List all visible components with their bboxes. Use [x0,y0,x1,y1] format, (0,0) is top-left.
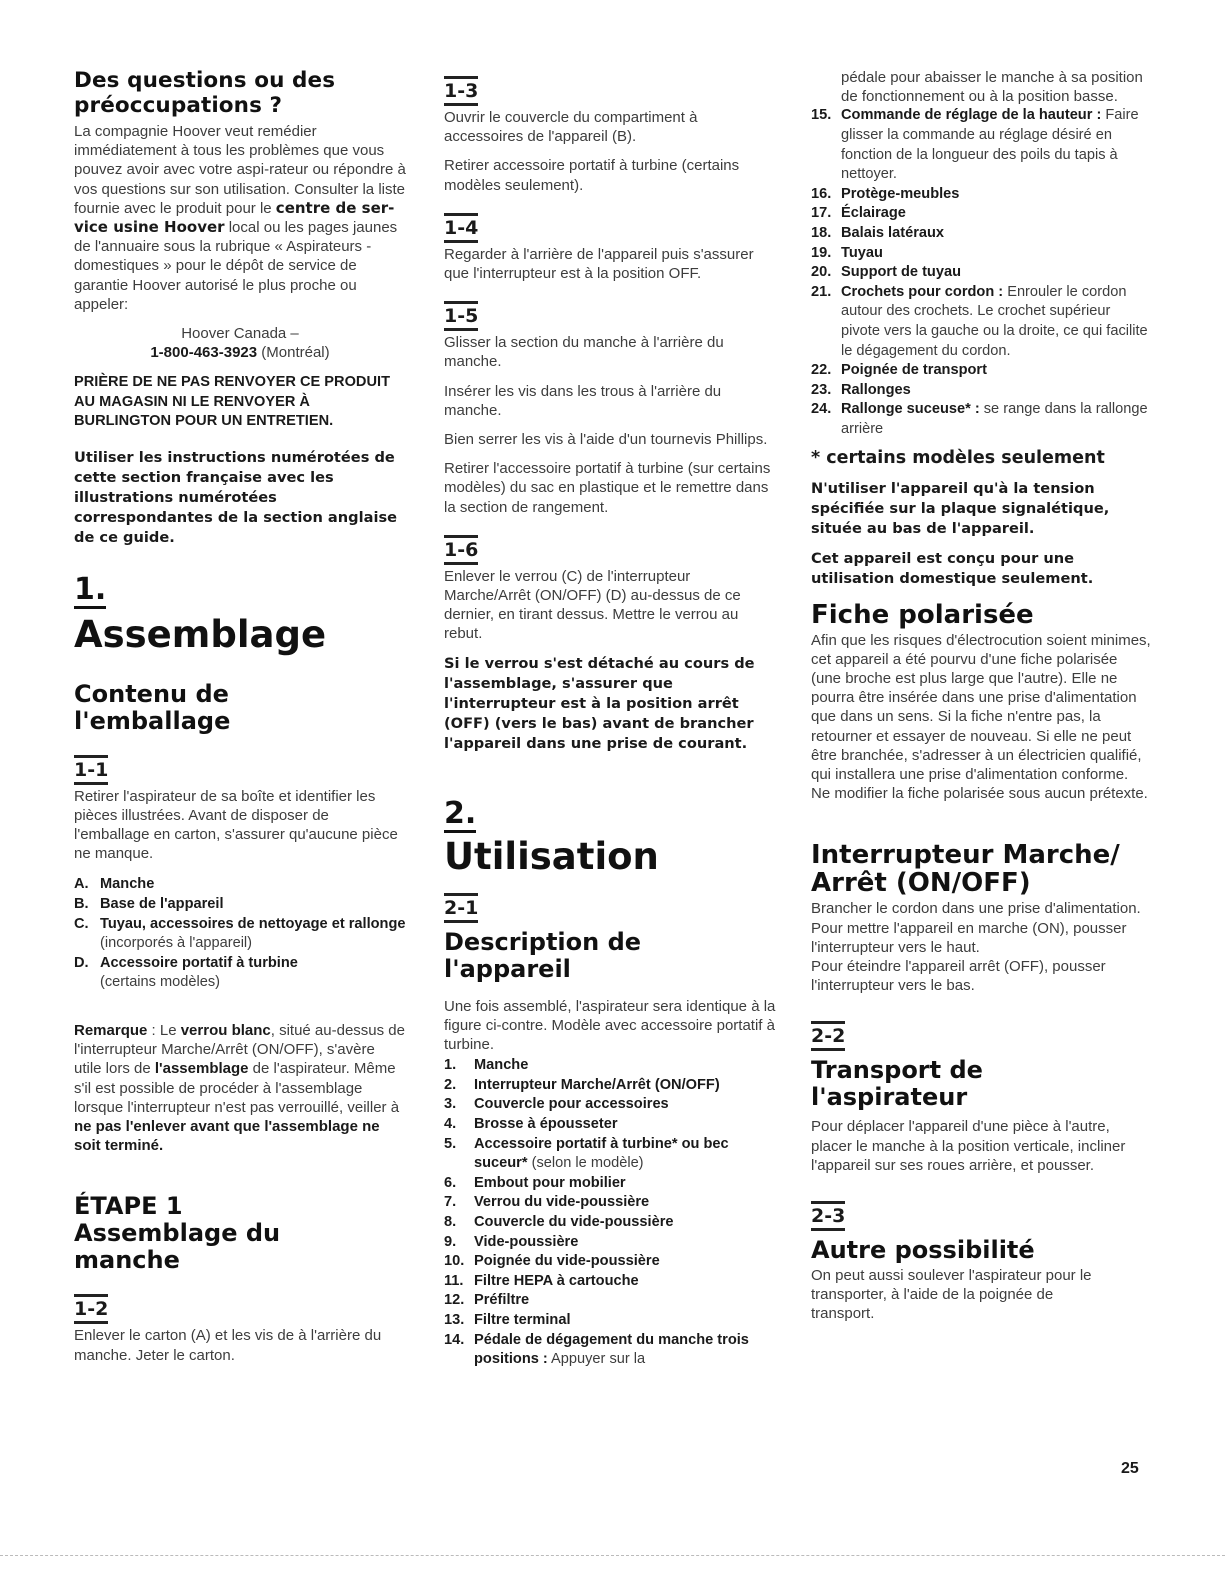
list-item: 24. Rallonge suceuse* : se range dans la rallonge arrière [811,401,1148,437]
step-1-2-text: Enlever le carton (A) et les vis de à l'arrière du manche. Jeter le carton. [74,1327,382,1364]
page-number: 25 [1121,1460,1139,1477]
section-1-number: 1. [74,571,107,607]
description-heading: Description de l'appareil [444,927,642,983]
section-2-title: Utilisation [444,834,659,878]
some-models-note: * certains modèles seulement [811,447,1105,468]
step-2-3-badge: 2-3 [811,1201,845,1231]
list-item: 12. Préfiltre [444,1292,530,1309]
autre-text: On peut aussi soulever l'aspirateur pour le transporter, à l'aide de la poignée de transport. [811,1266,1092,1323]
section-1-number-wrap [74,571,406,609]
step-1-3-p2: Retirer accessoire portatif à turbine (certains modèles seulement). [444,157,740,194]
list-item: 14. Pédale de dégagement du manche trois positions : Appuyer sur la [444,1331,749,1368]
parts-legend-list-cont [811,106,1151,439]
list-item: A. Manche [74,876,155,893]
voltage-note: N'utiliser l'appareil qu'à la tension spécifiée sur la plaque signalétique, située au bas de l'appareil. [811,479,1110,537]
domestic-note: Cet appareil est conçu pour une utilisation domestique seulement. [811,550,1094,588]
step-1-6-badge: 1-6 [444,535,478,565]
questions-paragraph [74,122,406,314]
contact-city: (Montréal) [261,344,330,362]
on-off-text-1: Brancher le cordon dans une prise d'alimentation. [811,900,1141,918]
step-2-3-wrap [811,1201,1151,1231]
contact-name: Hoover Canada – [181,325,299,343]
list-item: 10. Poignée du vide-poussière [444,1253,660,1270]
column-middle [444,66,779,1370]
list-item: 13. Filtre terminal [444,1312,571,1328]
step-1-5-badge: 1-5 [444,301,478,331]
list-item: B. Base de l'appareil [74,896,224,913]
parts-legend-list [444,1056,779,1370]
section-1-title: Assemblage [74,612,327,656]
list-item: 16. Protège-meubles [811,185,960,202]
step-1-1-text: Retirer l'aspirateur de sa boîte et identifier les pièces illustrées. Avant de disposer de l'emballage en carton, s'assurer qu'aucune pièce ne manque. [74,787,398,863]
list-item: 8. Couvercle du vide-poussière [444,1214,674,1231]
step-1-4-p1: Regarder à l'arrière de l'appareil puis s'assurer que l'interrupteur est à la position OFF. [444,245,754,283]
remark-label: Remarque [74,1022,148,1040]
transport-text: Pour déplacer l'appareil d'une pièce à l'autre, placer le manche à la position verticale, incliner l'appareil sur ses roues arrière, et pousser. [811,1118,1126,1174]
return-notice: PRIÈRE DE NE PAS RENVOYER CE PRODUIT AU MAGASIN NI LE RENVOYER À BURLINGTON POUR UN ENTRETIEN. [74,374,390,430]
remark-paragraph: Remarque : Le verrou blanc, situé au-dessus de l'interrupteur Marche/Arrêt (ON/OFF), s'avère utile lors de l'assemblage de l'aspirateur. Même s'il est possible de procéder à l'assemblage lorsque l'interrupteur n'est pas verrouillé, veiller à ne pas l'enlever avant que l'assemblage ne soit terminé. [74,1022,405,1155]
bottom-divider [0,1555,1225,1556]
list-item: 15. Commande de réglage de la hauteur : Faire glisser la commande au réglage désiré en fonction de la longueur des poils du tapis à nettoyer. [811,107,1139,183]
section-2-number: 2. [444,795,477,831]
list-item: 18. Balais latéraux [811,224,945,241]
polarized-plug-text: Afin que les risques d'électrocution soient minimes, cet appareil a été pourvu d'une fiche polarisée (une broche est plus large que l'autre). Elle ne pourra être insérée dans une prise d'alimentation que dans un sens. Si la fiche n'entre pas, la retourner et essayer de nouveau. Si elle ne peut être branchée, s'adresser à un électricien qualifié, qui installera une prise d'alimentation conforme. Ne modifier la fiche polarisée sous aucun prétexte. [811,631,1151,803]
list-item: 22. Poignée de transport [811,362,987,379]
list-item: 4. Brosse à épousseter [444,1116,618,1133]
polarized-plug-heading: Fiche polarisée [811,599,1034,630]
on-off-text-2: Pour mettre l'appareil en marche (ON), pousser l'interrupteur vers le haut. [811,919,1127,956]
column-right [811,66,1151,1324]
parts-list [74,875,406,993]
questions-bold: centre de ser-vice usine Hoover [74,198,395,237]
list-item: 11. Filtre HEPA à cartouche [444,1272,639,1289]
step-2-1-badge: 2-1 [444,893,478,923]
step-1-3-p1: Ouvrir le couvercle du compartiment à accessoires de l'appareil (B). [444,109,698,146]
step-1-2-wrap [74,1294,406,1324]
list-item: 19. Tuyau [811,244,883,261]
contact-line [74,343,406,362]
list-item: D. Accessoire portatif à turbine (certains modèles) [74,954,298,991]
list-item: 7. Verrou du vide-poussière [444,1194,650,1211]
list-item: 17. Éclairage [811,205,906,222]
questions-text-2: local ou les pages jaunes de l'annuaire sous la rubrique « Aspirateurs - domestiques » pour le dépôt de service de garantie Hoover autorisé le plus proche ou appeler: [74,219,398,313]
contents-heading: Contenu de l'emballage [74,679,231,735]
list-item: 21. Crochets pour cordon : Enrouler le cordon autour des crochets. Le crochet supérieur pivote vers la gauche ou la droite, ce qui facilite le dégagement du cordon. [811,283,1148,359]
list-item: 23. Rallonges [811,381,911,398]
list-item: 1. Manche [444,1057,529,1074]
list-item: 9. Vide-poussière [444,1233,579,1250]
step-1-5-p3: Bien serrer les vis à l'aide d'un tournevis Phillips. [444,431,768,449]
etape-subtitle: Assemblage du manche [74,1219,281,1275]
description-text: Une fois assemblé, l'aspirateur sera identique à la figure ci-contre. Modèle avec accessoire portatif à turbine. [444,997,776,1054]
etape-title: ÉTAPE 1 [74,1192,183,1221]
step-1-5-p4: Retirer l'accessoire portatif à turbine (sur certains modèles) du sac en plastique et le remettre dans la section de rangement. [444,460,771,516]
list-item: 6. Embout pour mobilier [444,1174,626,1191]
step-1-4-wrap [444,213,779,243]
step-1-6-wrap [444,535,779,565]
section-2-number-wrap [444,795,779,833]
step-1-6-p1: Enlever le verrou (C) de l'interrupteur Marche/Arrêt (ON/OFF) (D) au-dessus de ce dernier, en tirant dessus. Mettre le verrou au rebut. [444,567,741,643]
autre-heading: Autre possibilité [811,1235,1035,1264]
list-item: C. Tuyau, accessoires de nettoyage et rallonge (incorporés à l'appareil) [74,915,406,952]
column-left [74,66,406,1365]
list-item: 5. Accessoire portatif à turbine* ou bec suceur* (selon le modèle) [444,1135,729,1172]
list-item: 3. Couvercle pour accessoires [444,1096,669,1113]
step-1-5-wrap [444,301,779,331]
step-1-3-wrap [444,76,779,106]
step-1-4-badge: 1-4 [444,213,478,243]
instruction-note: Utiliser les instructions numérotées de cette section française avec les illustrations numérotées correspondantes de la section anglaise de ce guide. [74,448,398,547]
on-off-switch-heading: Interrupteur Marche/ Arrêt (ON/OFF) [811,840,1120,899]
step-2-2-badge: 2-2 [811,1021,845,1051]
step-2-1-wrap [444,893,779,923]
list-item: 20. Support de tuyau [811,264,961,281]
step-1-2-badge: 1-2 [74,1294,108,1324]
on-off-text-3: Pour éteindre l'appareil arrêt (OFF), pousser l'interrupteur vers le bas. [811,957,1106,995]
questions-heading: Des questions ou des préoccupations ? [74,68,336,118]
step-1-1-badge: 1-1 [74,755,108,785]
list-item: 2. Interrupteur Marche/Arrêt (ON/OFF) [444,1076,720,1093]
step-1-5-p1: Glisser la section du manche à l'arrière du manche. [444,334,724,371]
contact-phone: 1-800-463-3923 [150,344,258,362]
step-1-5-p2: Insérer les vis dans les trous à l'arrière du manche. [444,382,722,419]
questions-text-1: La compagnie Hoover veut remédier immédiatement à tous les problèmes que vous pouvez avoir avec votre aspi-rateur ou répondre à vos questions sur son utilisation. Consulter la liste fournie avec le produit pour le [74,123,406,217]
item-14-continuation: pédale pour abaisser le manche à sa position de fonctionnement ou à la position basse. [841,69,1143,106]
step-1-1-wrap [74,755,406,785]
step-2-2-wrap [811,1021,1151,1051]
step-1-3-badge: 1-3 [444,76,478,106]
transport-heading: Transport de l'aspirateur [811,1056,983,1112]
step-1-6-warning: Si le verrou s'est détaché au cours de l'assemblage, s'assurer que l'interrupteur est à la position arrêt (OFF) (vers le bas) avant de brancher l'appareil dans une prise de courant. [444,654,755,753]
